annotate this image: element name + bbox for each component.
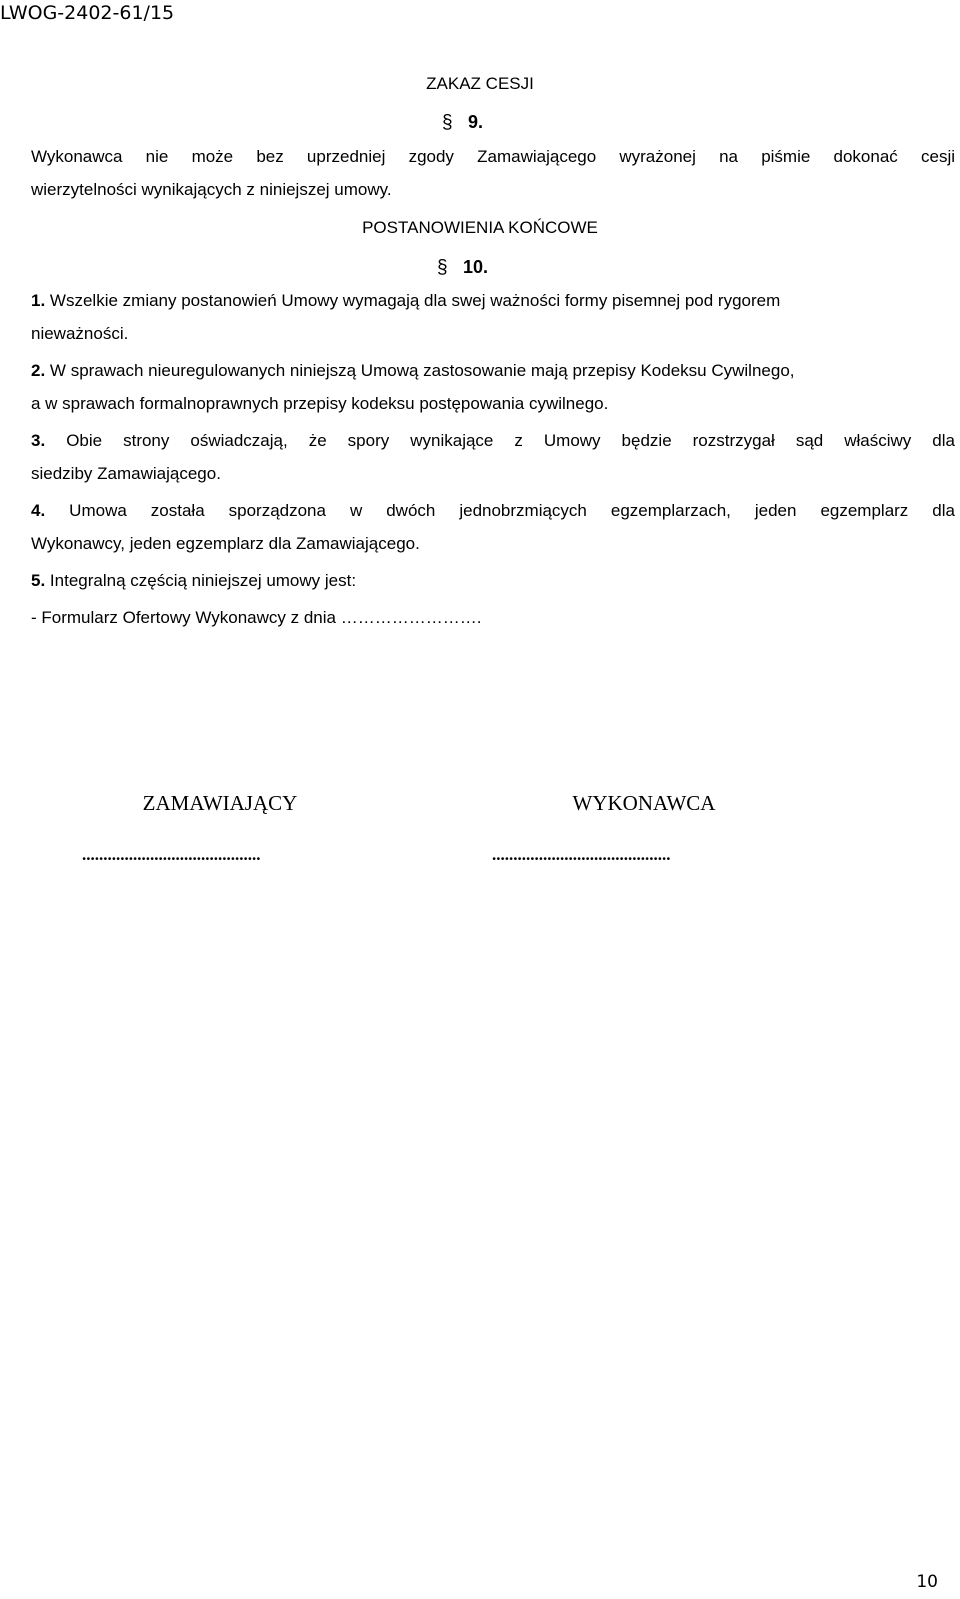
section-10-title: POSTANOWIENIA KOŃCOWE [362,218,598,237]
section-sign-icon: § [437,257,448,278]
signature-line-contracting-party: .......................................... [82,845,261,864]
page-number: 10 [916,1572,938,1592]
section-9-number: 9. [468,112,484,132]
list-item-3-line-2: siedziby Zamawiającego. [31,464,221,483]
document-id: LWOG-2402-61/15 [0,2,175,24]
list-item-5-line-2: - Formularz Ofertowy Wykonawcy z dnia ……………………. [31,608,482,627]
signature-line-contractor: .......................................... [492,845,671,864]
list-item-1-line-2: nieważności. [31,324,129,343]
list-item-3-line-1 [31,430,955,452]
list-item-4-line-1 [31,500,955,522]
list-item-number: 1. [31,291,46,310]
list-item-text: Wszelkie zmiany postanowień Umowy wymagają dla swej ważności formy pisemnej pod rygorem [49,291,781,310]
list-item-5-line-1 [31,570,955,592]
list-item-1-line-1 [31,290,955,312]
section-9-title: ZAKAZ CESJI [426,74,534,93]
list-item-number: 2. [31,361,46,380]
section-10-number: 10. [463,257,489,277]
section-9-line-2: wierzytelności wynikających z niniejszej umowy. [31,180,392,199]
section-sign-icon: § [442,112,453,133]
list-item-text: Obie strony oświadczają, że spory wynikające z Umowy będzie rozstrzygał sąd właściwy dla [66,431,955,450]
list-item-number: 3. [31,431,46,450]
list-item-text: Integralną częścią niniejszej umowy jest: [49,571,357,590]
list-item-text: W sprawach nieuregulowanych niniejszą Umową zastosowanie mają przepisy Kodeksu Cywilnego, [49,361,795,380]
list-item-2-line-1 [31,360,955,382]
list-item-2-line-2: a w sprawach formalnoprawnych przepisy kodeksu postępowania cywilnego. [31,394,609,413]
signature-title-contracting-party: ZAMAWIAJĄCY [142,791,298,815]
list-item-number: 5. [31,571,46,590]
signature-title-contractor: WYKONAWCA [572,791,716,815]
section-9-line-1: Wykonawca nie może bez uprzedniej zgody Zamawiającego wyrażonej na piśmie dokonać cesji [31,147,955,166]
list-item-4-line-2: Wykonawcy, jeden egzemplarz dla Zamawiającego. [31,534,420,553]
list-item-text: Umowa została sporządzona w dwóch jednobrzmiących egzemplarzach, jeden egzemplarz dla [69,501,955,520]
list-item-number: 4. [31,501,46,520]
